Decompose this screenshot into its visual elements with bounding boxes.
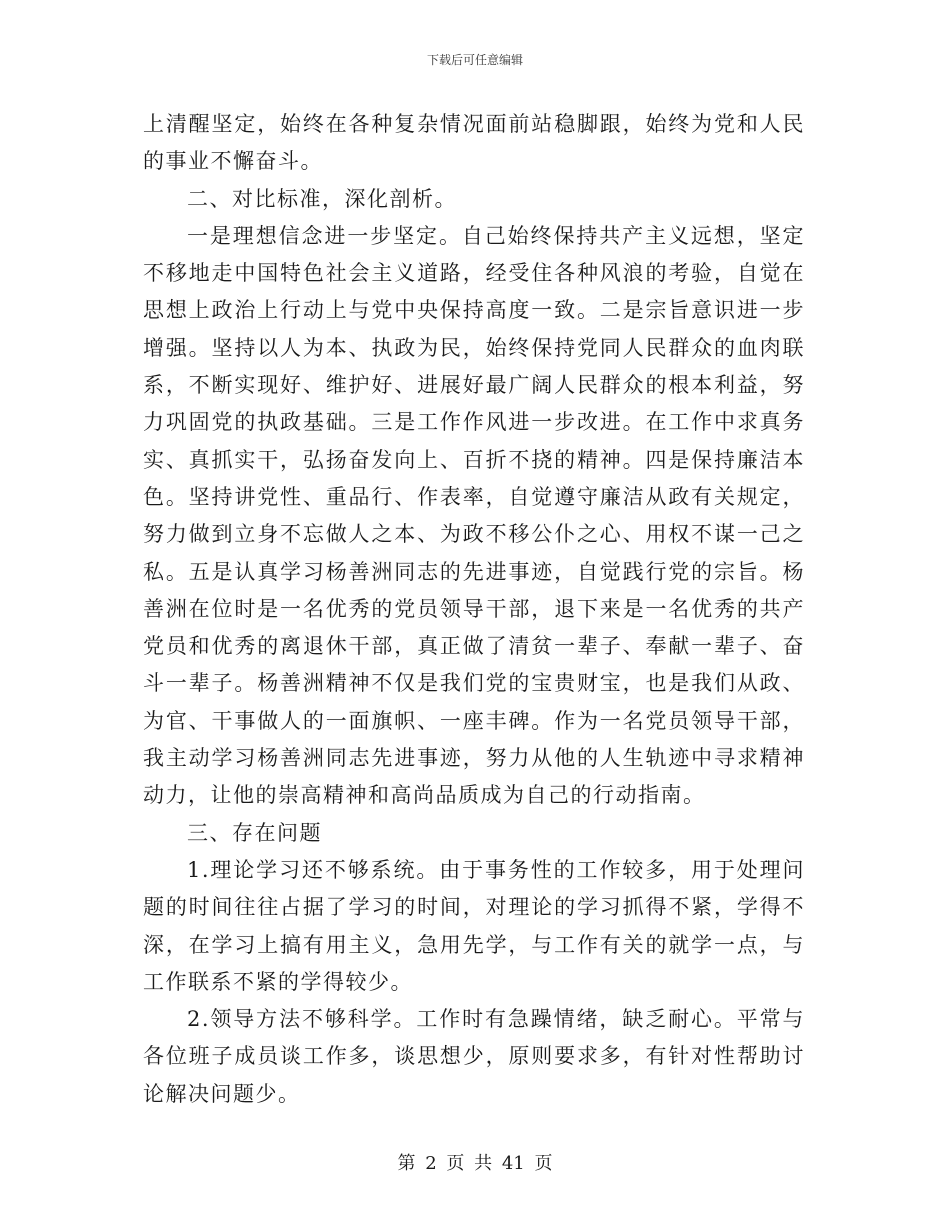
page-number-footer: 第 2 页 共 41 页 bbox=[397, 1153, 553, 1174]
section-heading-2: 二、对比标准，深化剖析。 bbox=[187, 186, 457, 211]
page-header: 下载后可任意编辑 bbox=[426, 53, 523, 67]
paragraph-problem-2: 2.领导方法不够科学。工作时有急躁情绪，缺乏耐心。平常与各位班子成员谈工作多，谈思想少，原则要求多，有针对性帮助讨论解决问题少。 bbox=[143, 1007, 805, 1106]
paragraph-continuation: 上清醒坚定，始终在各种复杂情况面前站稳脚跟，始终为党和人民的事业不懈奋斗。 bbox=[143, 112, 805, 174]
paragraph-analysis: 一是理想信念进一步坚定。自己始终保持共产主义远想，坚定不移地走中国特色社会主义道路，经受住各种风浪的考验，自觉在思想上政治上行动上与党中央保持高度一致。二是宗旨意识进一步增强。坚持以人为本、执政为民，始终保持党同人民群众的血肉联系，不断实现好、维护好、进展好最广阔人民群众的根本利益，努力巩固党的执政基础。三是工作作风进一步改进。在工作中求真务实、真抓实干，弘扬奋发向上、百折不挠的精神。四是保持廉洁本色。坚持讲党性、重品行、作表率，自觉遵守廉洁从政有关规定，努力做到立身不忘做人之本、为政不移公仆之心、用权不谋一己之私。五是认真学习杨善洲同志的先进事迹，自觉践行党的宗旨。杨善洲在位时是一名优秀的党员领导干部，退下来是一名优秀的共产党员和优秀的离退休干部，真正做了清贫一辈子、奉献一辈子、奋斗一辈子。杨善洲精神不仅是我们党的宝贵财宝，也是我们从政、为官、干事做人的一面旗帜、一座丰碑。作为一名党员领导干部，我主动学习杨善洲同志先进事迹，努力从他的人生轨迹中寻求精神动力，让他的崇高精神和高尚品质成为自己的行动指南。 bbox=[143, 223, 805, 808]
section-heading-3: 三、存在问题 bbox=[187, 820, 322, 845]
paragraph-problem-1: 1.理论学习还不够系统。由于事务性的工作较多，用于处理问题的时间往往占据了学习的时间，对理论的学习抓得不紧，学得不深，在学习上搞有用主义，急用先学，与工作有关的就学一点，与工作联系不紧的学得较少。 bbox=[143, 857, 805, 994]
document-body bbox=[143, 106, 805, 1113]
